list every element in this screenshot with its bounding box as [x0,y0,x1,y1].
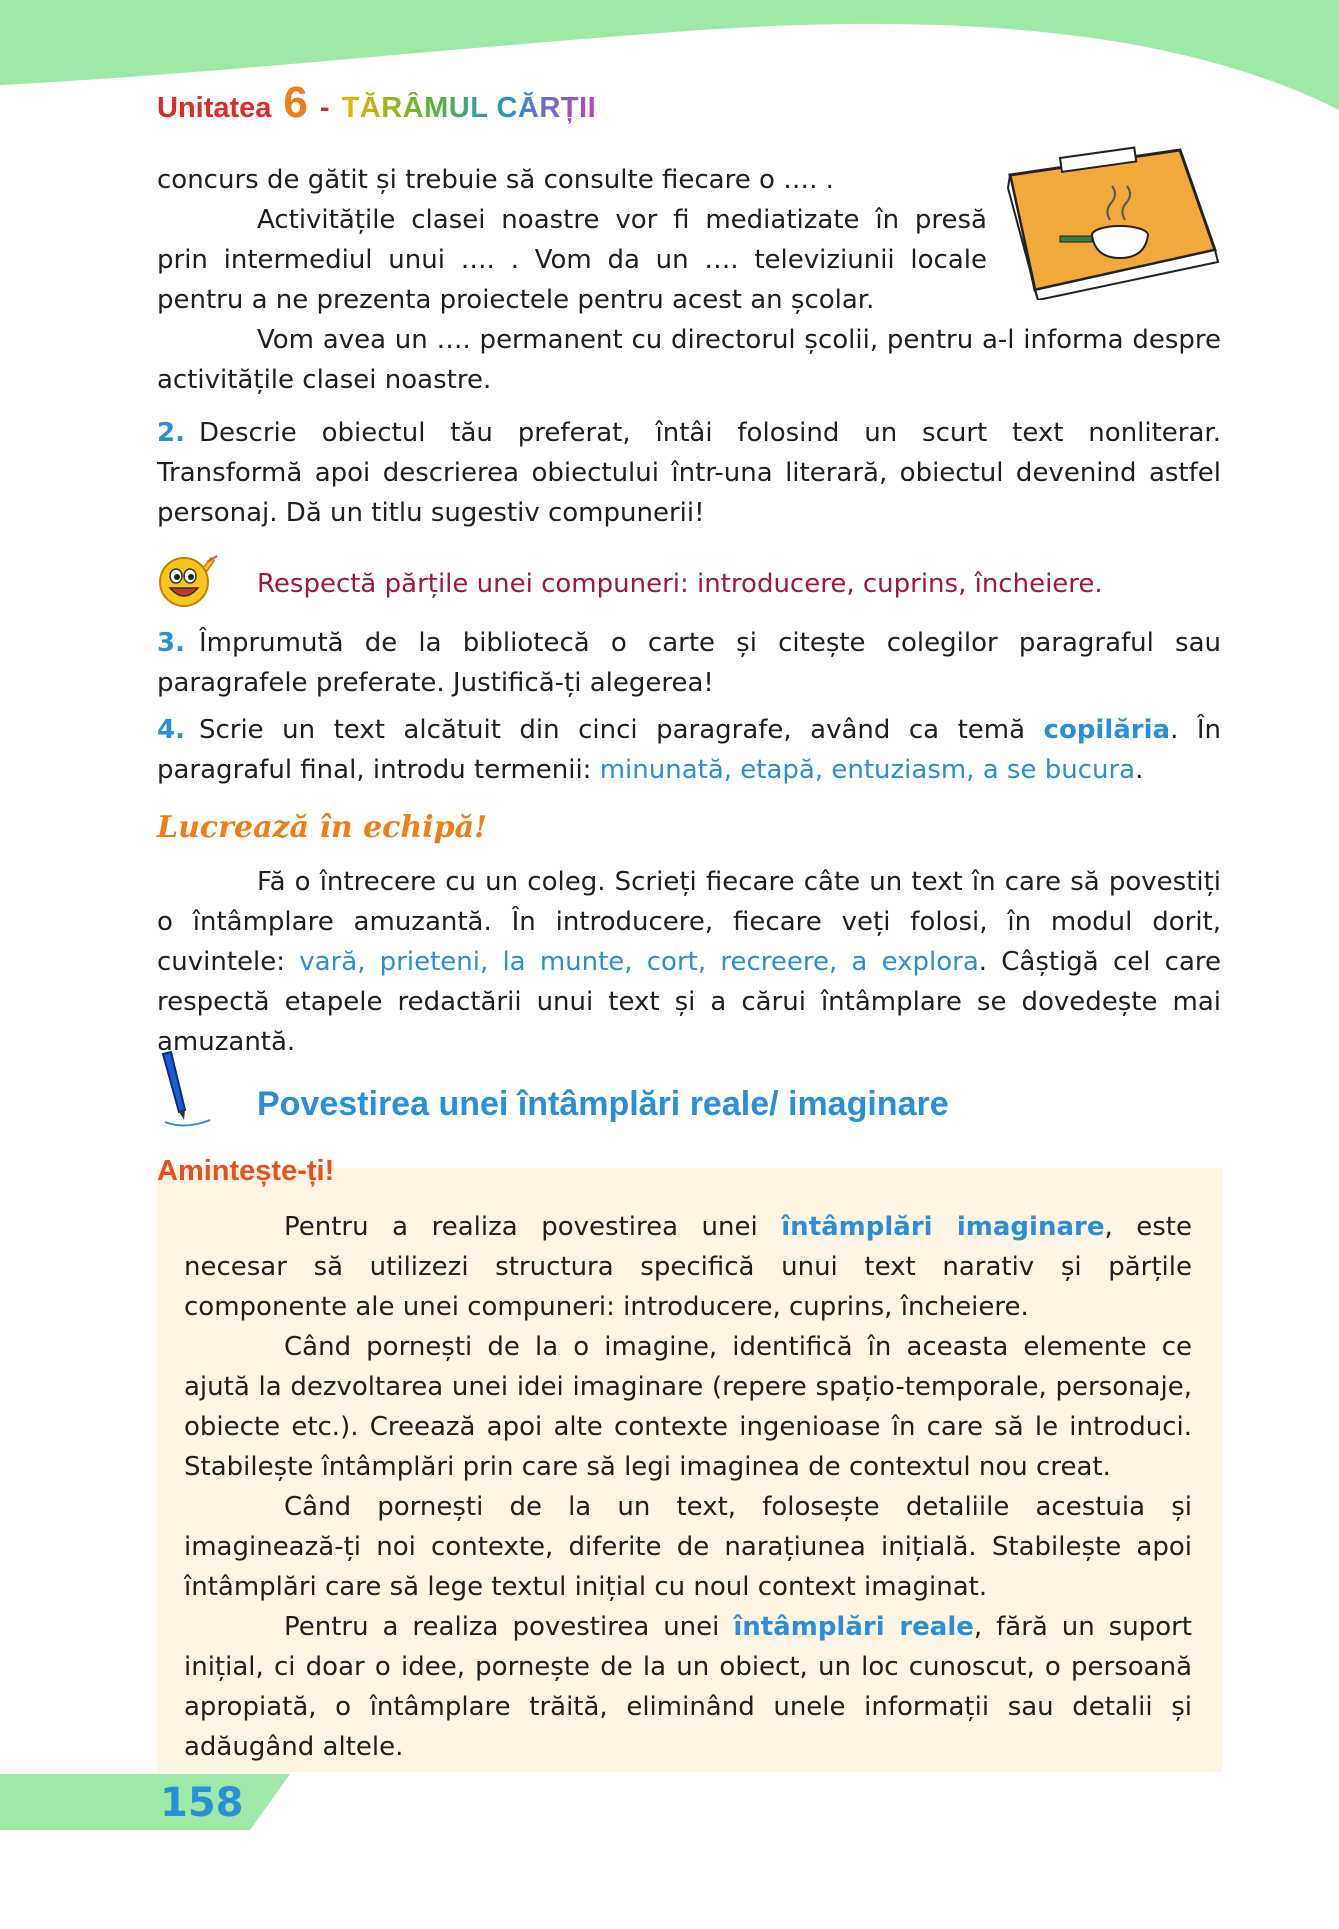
page-number: 158 [160,1780,244,1826]
remember-text: , fără un suport inițial, ci doar o idee, pornește de la un obiect, un loc cunoscut, o persoană apropiată, o întâmplare trăită, eliminând unele informații sau detalii și adăugând altele. [184,1612,1193,1762]
exercise-4 [157,710,1221,790]
exercise-2 [157,413,1221,533]
tip-text: Respectă părțile unei compuneri: introducere, cuprins, încheiere. [257,569,1103,599]
keyword-real-events: întâmplări reale [733,1612,974,1642]
page-number-banner [0,1774,290,1830]
keyword-imaginary-events: întâmplări imaginare [781,1212,1105,1242]
unit-header [157,78,596,128]
remember-text: Pentru a realiza povestirea unei [284,1212,782,1242]
exercise-1-top [157,160,987,320]
exercise-number: 4. [157,715,185,745]
team-work-text [157,862,1221,1062]
remember-paragraph: Când pornești de la un text, folosește detaliile acestuia și imaginează-ți noi contexte, diferite de narațiunea inițială. Stabilește apoi întâmplări care să lege textul inițial cu noul context imaginat. [184,1492,1192,1602]
exercise-1-line: concurs de gătit și trebuie să consulte fiecare o …. . [157,165,834,195]
remember-text: Pentru a realiza povestirea unei [284,1612,734,1642]
remember-text: , este necesar să utilizezi structura specifică unui text narativ și părțile componente ale unei compuneri: introducere, cuprins, încheiere. [184,1212,1193,1322]
exercise-text: . [1135,755,1144,785]
smiley-icon [157,550,221,608]
remember-label: Amintește-ți! [157,1155,335,1187]
unit-label: Unitatea [157,92,272,124]
required-terms: minunată, etapă, entuziasm, a se bucura [599,755,1136,785]
exercise-text: Împrumută de la bibliotecă o carte și citește colegilor paragraful sau paragrafele preferate. Justifică-ți alegerea! [157,628,1221,698]
pen-icon [155,1050,215,1130]
team-words: vară, prieteni, la munte, cort, recreere, a explora [299,947,979,977]
section-title: Povestirea unei întâmplări reale/ imaginare [257,1085,949,1123]
team-text: . Câștigă cel care respectă etapele redactării unui text și a cărui întâmplare se dovedește mai amuzantă. [157,947,1222,1057]
unit-separator: - [319,92,330,124]
exercise-text: . În paragraful final, introdu termenii: [157,715,1221,785]
exercise-text: Scrie un text alcătuit din cinci paragrafe, având ca temă [198,715,1044,745]
remember-paragraph: Când pornești de la o imagine, identifică în aceasta elemente ce ajută la dezvoltarea unei idei imaginare (repere spațio-temporale, personaje, obiecte etc.). Creează apoi alte contexte ingenioase în care să le introduci. Stabilește întâmplări prin care să legi imaginea de contextul nou creat. [184,1332,1192,1482]
team-work-title: Lucrează în echipă! [157,810,488,845]
exercise-3 [157,623,1221,703]
exercise-1-paragraph: Activitățile clasei noastre vor fi mediatizate în presă prin intermediul unui …. . Vom da un …. televiziunii locale pentru a ne prezenta proiectele pentru acest an școlar. [157,205,987,315]
theme-keyword: copilăria [1043,715,1171,745]
exercise-1-bottom [157,320,1221,400]
exercise-text: Descrie obiectul tău preferat, întâi folosind un scurt text nonliterar. Transformă apoi descrierea obiectului într-una literară, obiectul devenind astfel personaj. Dă un titlu sugestiv compunerii! [157,418,1221,528]
unit-number: 6 [283,78,308,127]
exercise-number: 2. [157,418,185,448]
exercise-1-paragraph: Vom avea un …. permanent cu directorul școlii, pentru a-l informa despre activitățile clasei noastre. [157,325,1221,395]
remember-content [184,1207,1192,1767]
cookbook-illustration [990,140,1225,300]
unit-title: TĂRÂMUL CĂRȚII [341,92,597,124]
exercise-number: 3. [157,628,185,658]
team-text: Fă o întrecere cu un coleg. Scrieți fiecare câte un text în care să povestiți o întâmplare amuzantă. În introducere, fiecare veți folosi, în modul dorit, cuvintele: [157,867,1221,977]
